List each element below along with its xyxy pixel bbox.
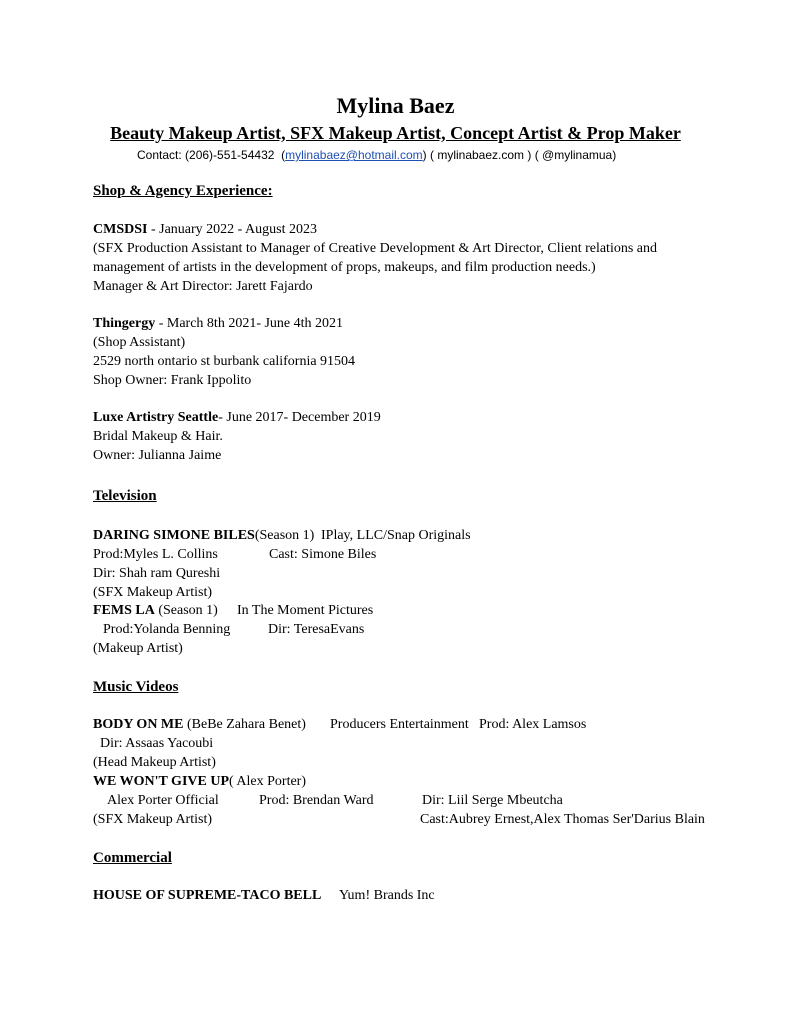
credit-artist: (BeBe Zahara Benet): [183, 717, 306, 732]
credit-title: WE WON'T GIVE UP: [93, 774, 230, 789]
credit-title: HOUSE OF SUPREME-TACO BELL: [93, 888, 322, 903]
section-heading-television: Television: [93, 488, 157, 504]
credit-role: (Makeup Artist): [93, 641, 183, 656]
section-heading-commercial: Commercial: [93, 850, 172, 866]
credit-header: [93, 527, 314, 545]
job-header: [93, 409, 381, 427]
credit-cast: Cast:Aubrey Ernest,Alex Thomas Ser'Darius Blain: [420, 812, 705, 827]
job-detail: Owner: Julianna Jaime: [93, 448, 222, 463]
resume-title: Beauty Makeup Artist, SFX Makeup Artist, Concept Artist & Prop Maker: [110, 123, 681, 143]
job-company: CMSDSI: [93, 222, 148, 237]
credit-company: Alex Porter Official: [107, 793, 219, 808]
credit-director: Dir: Assaas Yacoubi: [100, 736, 214, 751]
credit-header: [93, 773, 306, 791]
resume-name: Mylina Baez: [336, 93, 455, 118]
job-company: Thingergy: [93, 316, 156, 331]
job-dates: - June 2017- December 2019: [218, 410, 381, 425]
credit-director: Dir: TeresaEvans: [268, 622, 365, 637]
credit-producer: Prod: Brendan Ward: [259, 793, 374, 808]
job-detail: 2529 north ontario st burbank california 91504: [93, 354, 356, 369]
credit-artist: ( Alex Porter): [229, 774, 306, 789]
contact-line: [137, 147, 616, 163]
contact-prefix: Contact: (206)-551-54432 (: [137, 148, 286, 162]
credit-season: (Season 1): [154, 603, 218, 618]
credit-role: (Head Makeup Artist): [93, 755, 216, 770]
section-heading-music: Music Videos: [93, 679, 179, 695]
credit-cast: Cast: Simone Biles: [269, 547, 377, 562]
contact-suffix: ) ( mylinabaez.com ) ( @mylinamua): [422, 148, 617, 162]
credit-role: (SFX Makeup Artist): [93, 812, 212, 827]
job-dates: - March 8th 2021- June 4th 2021: [155, 316, 344, 331]
credit-header: [93, 716, 306, 734]
job-header: [93, 221, 317, 239]
credit-director: Dir: Liil Serge Mbeutcha: [422, 793, 563, 808]
job-detail: Shop Owner: Frank Ippolito: [93, 373, 252, 388]
credit-company: In The Moment Pictures: [237, 603, 374, 618]
credit-season: (Season 1): [254, 528, 315, 543]
job-header: [93, 315, 343, 333]
credit-producer: Prod:Yolanda Benning: [103, 622, 231, 637]
job-detail: (SFX Production Assistant to Manager of Creative Development & Art Director, Client relations and: [93, 241, 657, 256]
section-heading-shop: Shop & Agency Experience:: [93, 183, 273, 199]
credit-producer: Prod:Myles L. Collins: [93, 547, 218, 562]
credit-producer: Prod: Alex Lamsos: [479, 717, 587, 732]
credit-company: Producers Entertainment: [330, 717, 469, 732]
credit-company: IPlay, LLC/Snap Originals: [321, 528, 471, 543]
job-detail: Bridal Makeup & Hair.: [93, 429, 223, 444]
job-detail: Manager & Art Director: Jarett Fajardo: [93, 279, 313, 294]
credit-company: Yum! Brands Inc: [339, 888, 435, 903]
credit-director: Dir: Shah ram Qureshi: [93, 566, 221, 581]
credit-title: DARING SIMONE BILES: [93, 528, 255, 543]
job-company: Luxe Artistry Seattle: [93, 410, 219, 425]
email-link[interactable]: mylinabaez@hotmail.com: [285, 148, 423, 162]
job-dates: - January 2022 - August 2023: [147, 222, 318, 237]
credit-title: FEMS LA: [93, 603, 155, 618]
credit-title: BODY ON ME: [93, 717, 184, 732]
credit-header: [93, 887, 321, 905]
job-detail: management of artists in the development of props, makeups, and film production needs.): [93, 260, 596, 275]
credit-role: (SFX Makeup Artist): [93, 585, 212, 600]
credit-header: [93, 602, 218, 620]
job-detail: (Shop Assistant): [93, 335, 186, 350]
